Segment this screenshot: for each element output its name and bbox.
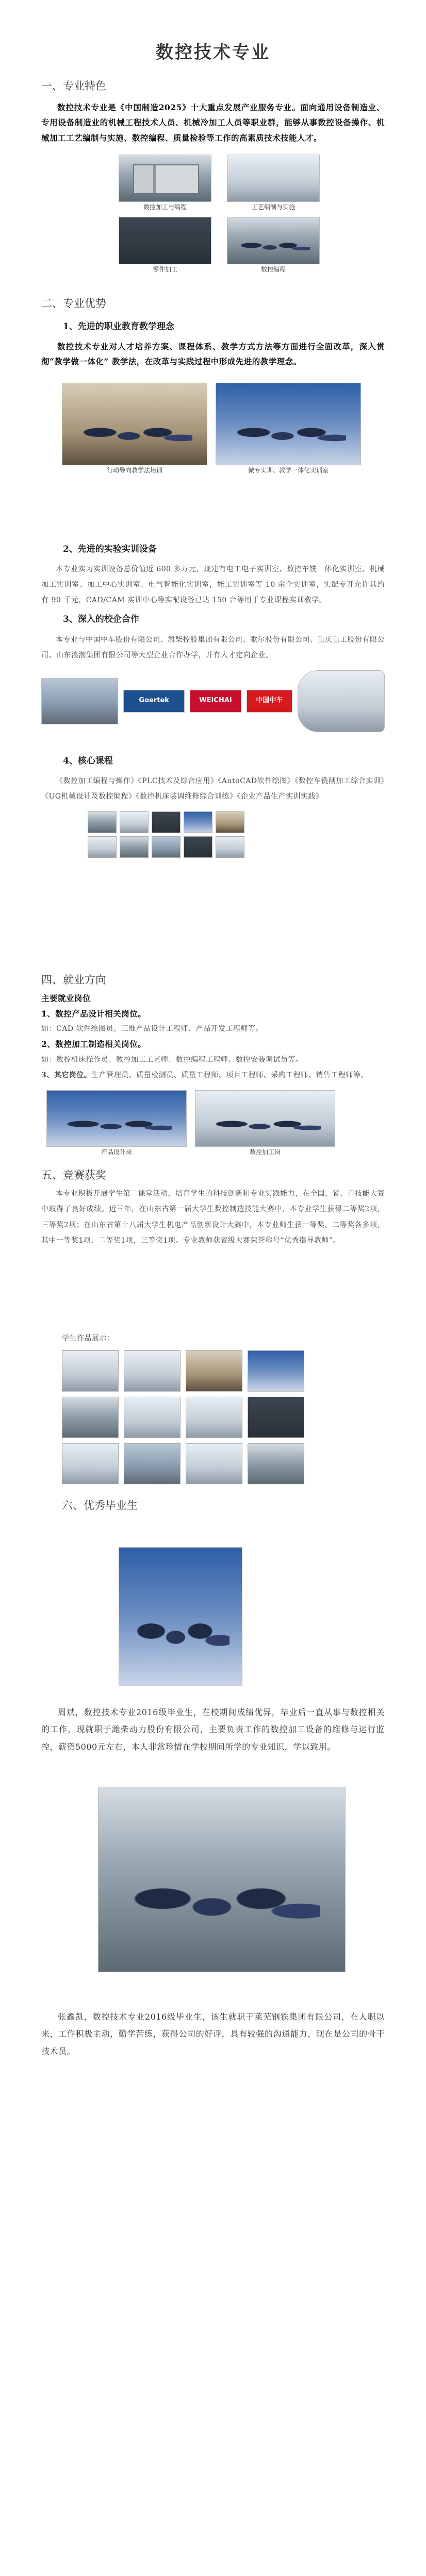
course-photo	[216, 811, 244, 833]
student-work-photo	[62, 1397, 119, 1438]
photo-grid	[119, 155, 385, 274]
photo-row	[62, 383, 361, 475]
student-work-photo	[124, 1443, 181, 1484]
course-photo	[88, 836, 117, 858]
student-work-photo	[62, 1350, 119, 1392]
student-work-photo	[62, 1443, 119, 1484]
photo-tile	[227, 217, 320, 274]
partner-logos	[41, 670, 385, 732]
photo-tile	[62, 383, 207, 475]
section-heading: 四、就业方向	[41, 974, 106, 987]
photo-high-speed-train	[298, 670, 385, 732]
section-paragraph: 本专业实习实训设备总价值近 600 多万元，现建有电工电子实训室、数控车铣一体化实训室、机械加工实训室、加工中心实训室、电气智能化实训室，能工实训室等 10 余个实训室，实配专开允许其约有 90 千元，CAD/CAM 实训中心等实配设备已达 150 台等用于专业课程实训教学。	[41, 565, 385, 605]
student-work-photo	[248, 1443, 304, 1484]
photo-cnc-programming	[119, 155, 211, 202]
section-paragraph: 本专业与中国中车股份有限公司、潍柴控股集团有限公司、歌尔股份有限公司、重庆重工股份有限公司、山东浪潮集团有限公司等大型企业合作办学，并有人才定向企业。	[41, 635, 385, 659]
student-work-photo	[186, 1443, 242, 1484]
job-title: 3、其它岗位。	[41, 1071, 92, 1079]
photo-caption: 数控编程	[260, 266, 286, 273]
photo-cnc-coding	[227, 217, 320, 264]
logo-crrc-cn: 中国中车	[247, 690, 292, 713]
job-other-text: 生产管理员、质量检测员、质量工程师、项目工程师、采购工程师、销售工程师等。	[91, 1071, 368, 1079]
section-heading: 六、优秀毕业生	[62, 1499, 138, 1512]
section-paragraph: 本专业积极开展学生第二课堂活动，培育学生的科技创新和专业实践能力，在全国、省、市技能大赛中取得了良好成绩。近三年，在山东省第一届大学生数控制造技能大赛中，本专业学生获得二等奖2项，三等奖2项；在山东省第十八届大学生机电产品创新设计大赛中，本专业师生获一等奖、二等奖各多项，其中一等奖1项，二等奖1项，三等奖1项。专业教师获省级大赛荣誉称号“优秀指导教师”。	[41, 1190, 385, 1245]
photo-tile	[227, 155, 320, 212]
photo-caption: 产品设计岗	[101, 1148, 132, 1156]
student-work-photo	[186, 1397, 242, 1438]
photo-tile	[119, 155, 211, 212]
section-graduates	[41, 1496, 385, 2060]
course-photo	[152, 836, 181, 858]
employment-lead: 主要就业岗位	[41, 993, 91, 1004]
photo-caption: 零件加工	[152, 266, 177, 273]
student-work-photo	[248, 1397, 304, 1438]
section-paragraph: 数控技术专业对人才培养方案、课程体系、教学方式方法等方面进行全面改革，深入贯彻“教学做一体化” 教学法，在改革与实践过程中形成先进的教学理念。	[41, 341, 385, 367]
course-photo	[184, 836, 212, 858]
photo-tile	[216, 383, 361, 475]
student-work-photo	[248, 1350, 304, 1392]
photo-training	[62, 383, 207, 465]
photo-tile	[46, 1090, 187, 1157]
section-employment	[41, 970, 385, 1156]
subsection-title: 3、深入的校企合作	[63, 614, 139, 625]
course-photo	[152, 811, 181, 833]
section-heading: 二、专业优势	[41, 297, 106, 310]
photo-design-post	[46, 1090, 187, 1147]
photo-process-drawing	[227, 155, 320, 202]
student-works-grid	[62, 1350, 385, 1484]
course-photo	[216, 836, 244, 858]
photo-tile	[119, 217, 211, 274]
logo-weichai: WEICHAI	[190, 690, 241, 713]
student-work-photo	[124, 1350, 181, 1392]
photo-caption: 工艺编制与实施	[251, 204, 295, 211]
job-title: 2、数控加工制造相关岗位。	[41, 1039, 146, 1049]
course-photo	[88, 811, 117, 833]
photo-graduate-zhou	[119, 1547, 242, 1686]
student-work-photo	[124, 1397, 181, 1438]
subsection-title: 1、先进的职业教育教学理念	[63, 321, 174, 332]
photo-caption: 数控加工与编程	[143, 204, 187, 211]
student-work-photo	[186, 1350, 242, 1392]
photo-row	[46, 1090, 335, 1157]
photo-caption: 数控加工岗	[249, 1148, 281, 1156]
section-paragraph: 数控技术专业是《中国制造2025》十大重点发展产业服务专业。面向通用设备制造业、专用设备制造业的机械工程技术人员、机械冷加工人员等职业群，能够从事数控设备操作、机械加工工艺编制与实施、数控编程、质量检验等工作的高素质技术技能人才。	[41, 102, 385, 143]
course-photo	[184, 811, 212, 833]
photo-graduate-zhang	[98, 1787, 346, 1972]
course-photo-grid	[88, 811, 385, 858]
course-photo	[120, 811, 149, 833]
section-specialty	[41, 76, 385, 274]
photo-machining-post	[195, 1090, 335, 1147]
section-heading: 五、竞赛获奖	[41, 1169, 106, 1182]
graduate-profile: 周斌，数控技术专业2016级毕业生，在校期间成绩优异，毕业后一直从事与数控相关的工作，现就职于潍柴动力股份有限公司，主要负责工作的数控加工设备的维修与运行监控，薪资5000元左右，本人非常珍惜在学校期间所学的专业知识，学以致用。	[41, 1707, 385, 1752]
subsection-title: 2、先进的实验实训设备	[63, 544, 157, 554]
section-heading: 一、专业特色	[41, 80, 106, 92]
job-description: 如：数控机床操作员、数控加工工艺师、数控编程工程师、数控安装调试员等。	[41, 1055, 303, 1064]
photo-part-machining	[119, 217, 211, 264]
works-label: 学生作品展示：	[62, 1334, 114, 1343]
page-title: 数控技术专业	[156, 42, 270, 63]
subsection-title: 4、核心课程	[63, 755, 113, 766]
job-description: 如：CAD 软件绘图员、三维产品设计工程师、产品开发工程师等。	[41, 1024, 263, 1033]
graduate-profile: 张鑫凯，数控技术专业2016级毕业生，该生就职于莱芜钢铁集团有限公司，在人职以来，工作积极主动，勤学苦练，获得公司的好评，具有较强的沟通能力，现在是公司的骨干技术员。	[41, 2011, 385, 2056]
photo-classroom	[216, 383, 361, 465]
job-title: 1、数控产品设计相关岗位。	[41, 1008, 146, 1019]
photo-tile	[195, 1090, 335, 1157]
photo-factory	[41, 678, 118, 724]
logo-goertek: Goertek	[123, 690, 185, 713]
course-photo	[120, 836, 149, 858]
job-description	[41, 1067, 385, 1083]
photo-caption: 微专实训、教学一体化实训室	[248, 466, 329, 474]
section-awards	[41, 1165, 385, 1484]
section-advantages	[41, 294, 385, 858]
section-paragraph: 《数控加工编程与操作》《PLC技术及综合应用》《AutoCAD软件绘图》《数控车铣削加工综合实训》《UG机械设计及数控编程》《数控机床装调维修综合训练》《企业产品生产实训实践》	[41, 777, 385, 801]
photo-caption: 行动导向教学法培训	[106, 466, 162, 474]
